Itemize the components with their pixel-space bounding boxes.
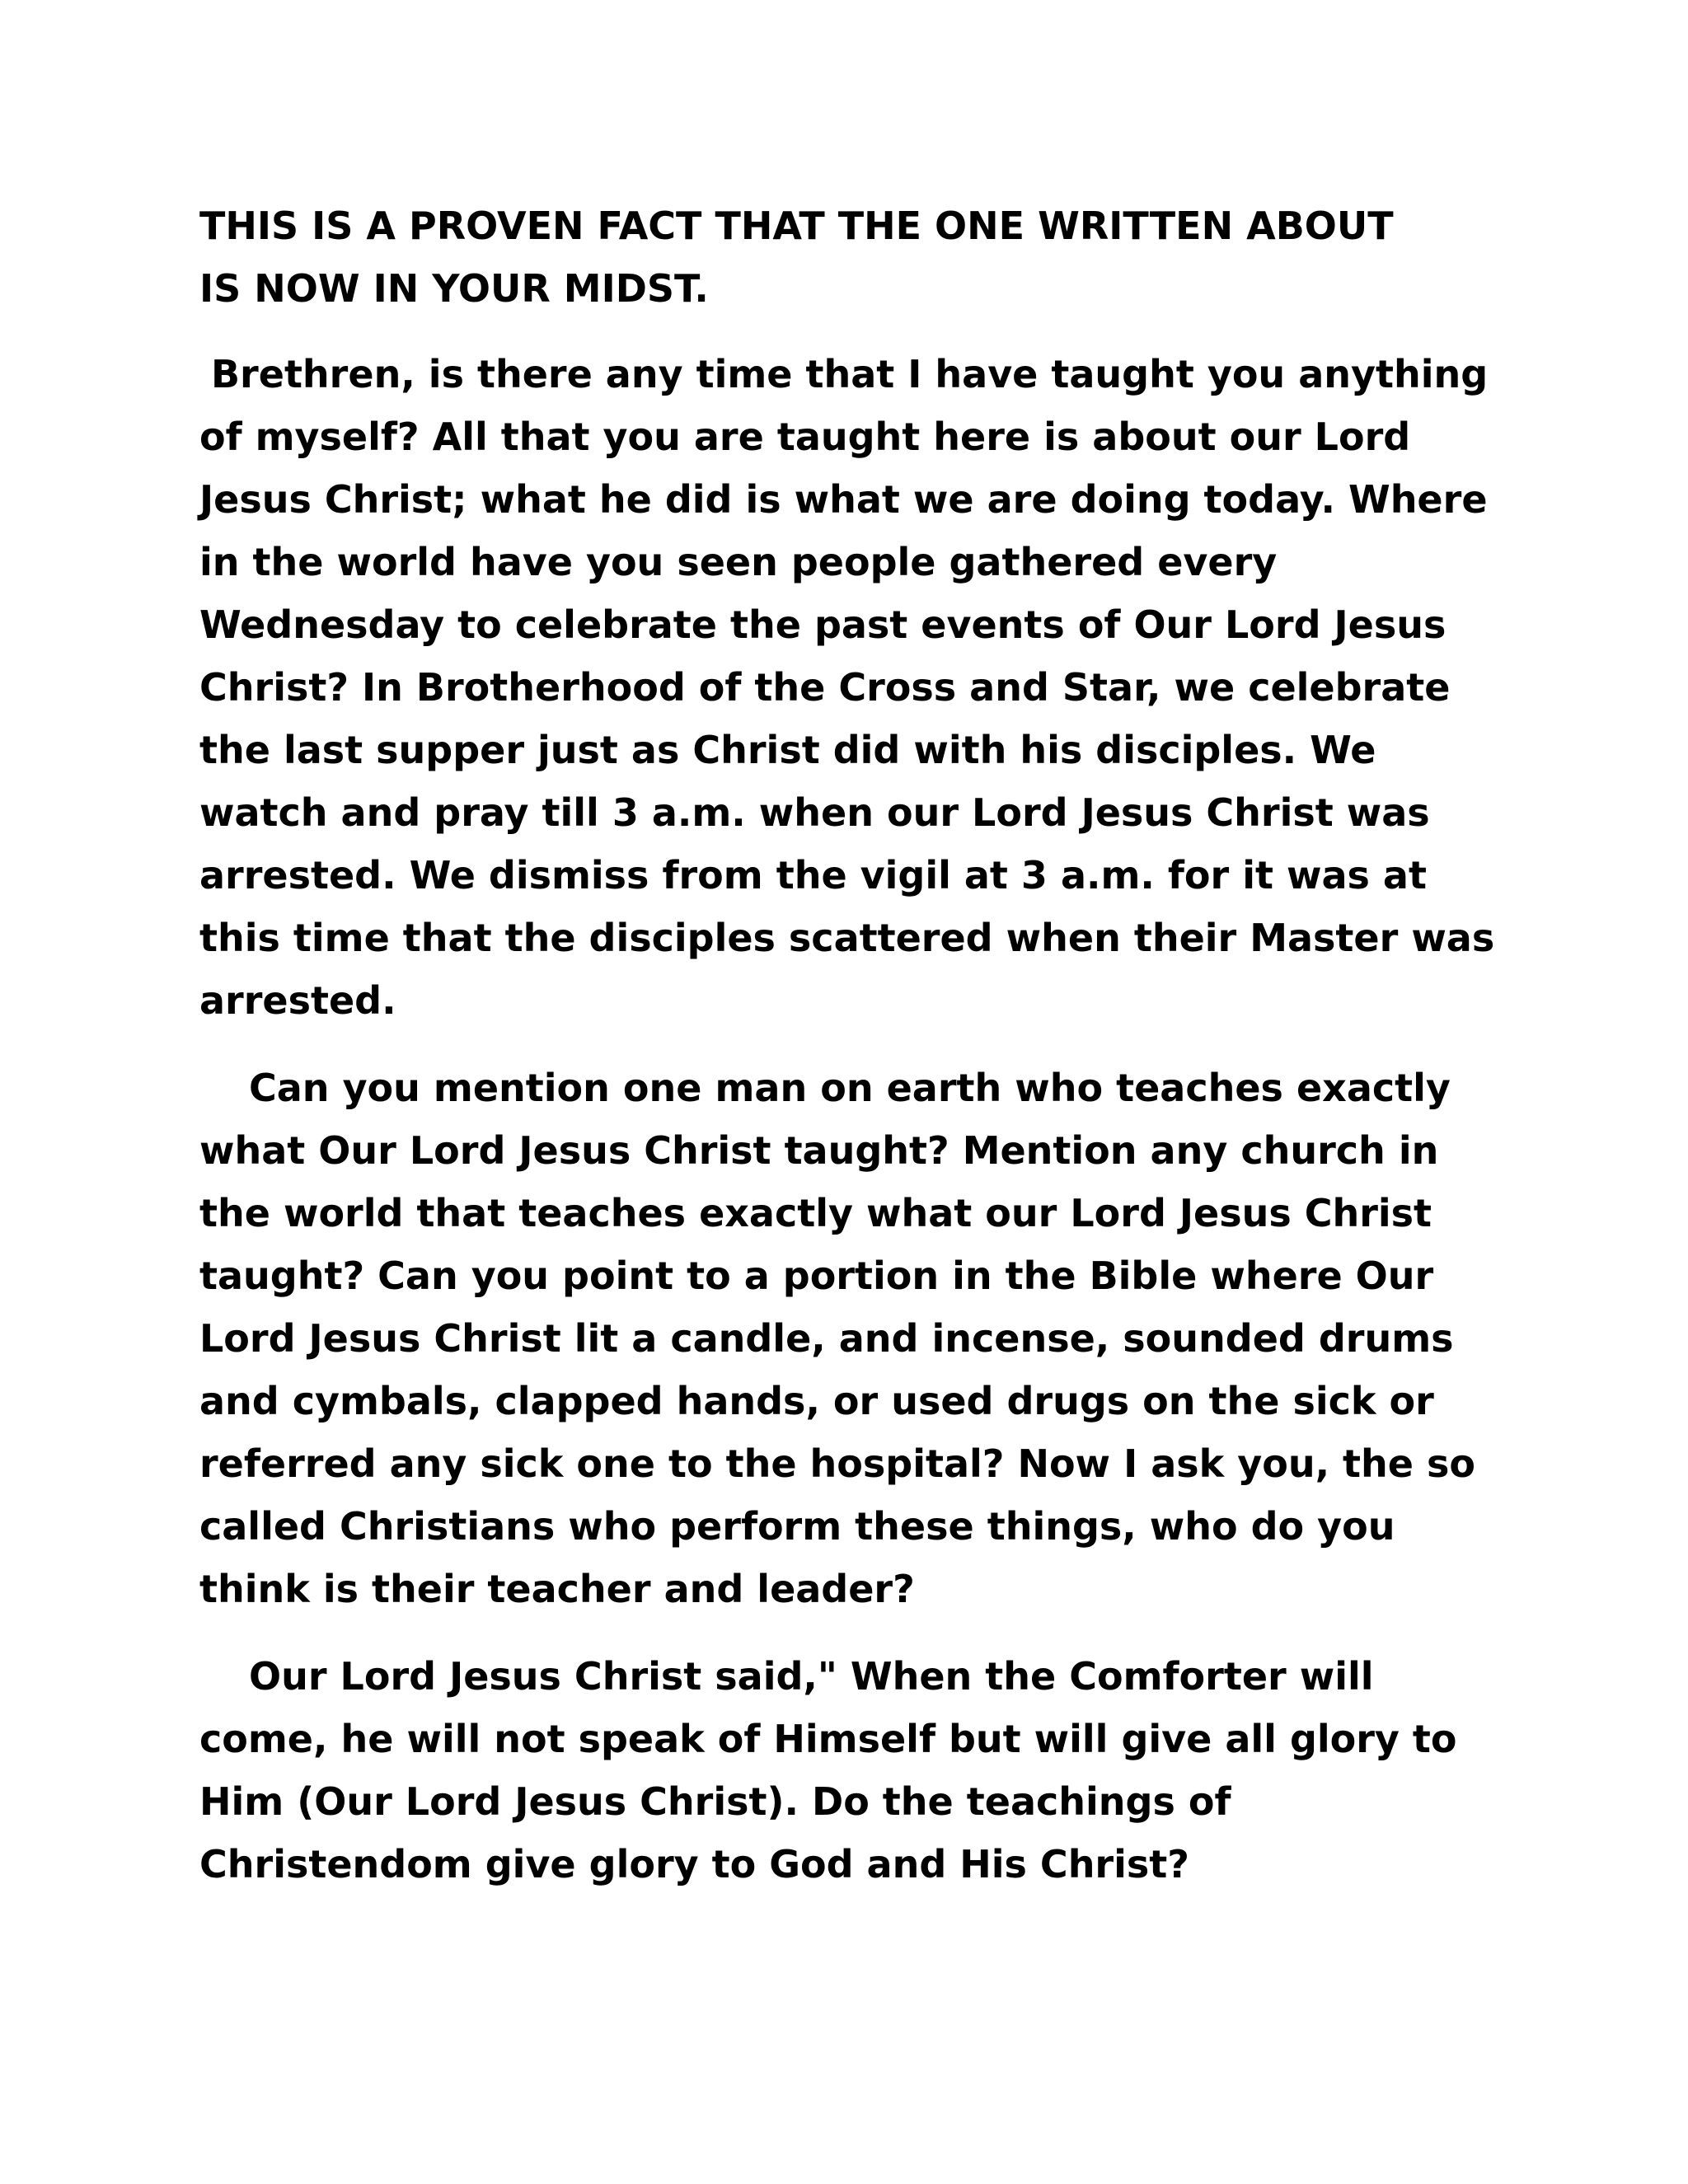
paragraph-line: referred any sick one to the hospital? Now I ask you, the so	[199, 1441, 1475, 1486]
paragraph-line: called Christians who perform these things, who do you	[199, 1504, 1395, 1549]
paragraph-line: the world that teaches exactly what our Lord Jesus Christ	[199, 1191, 1432, 1235]
paragraph-2	[199, 1057, 1502, 1620]
paragraph-line: Can you mention one man on earth who teaches exactly	[249, 1066, 1451, 1110]
document-body	[199, 194, 1502, 1920]
paragraph-line: this time that the disciples scattered when their Master was	[199, 916, 1495, 960]
paragraph-1	[199, 343, 1502, 1032]
paragraph-line: Wednesday to celebrate the past events of Our Lord Jesus	[199, 602, 1447, 647]
document-title	[199, 194, 1502, 320]
paragraph-line: think is their teacher and leader?	[199, 1567, 915, 1611]
paragraph-line: Lord Jesus Christ lit a candle, and incense, sounded drums	[199, 1316, 1454, 1361]
paragraph-line: the last supper just as Christ did with his disciples. We	[199, 728, 1376, 772]
paragraph-line: watch and pray till 3 a.m. when our Lord Jesus Christ was	[199, 790, 1430, 835]
paragraph-line: Christ? In Brotherhood of the Cross and Star, we celebrate	[199, 665, 1451, 710]
paragraph-3	[199, 1645, 1502, 1896]
paragraph-line: Our Lord Jesus Christ said," When the Comforter will	[249, 1654, 1374, 1699]
paragraph-line: and cymbals, clapped hands, or used drugs on the sick or	[199, 1379, 1434, 1423]
paragraph-line: taught? Can you point to a portion in the Bible where Our	[199, 1254, 1434, 1298]
paragraph-line: come, he will not speak of Himself but will give all glory to	[199, 1717, 1457, 1761]
paragraph-line: in the world have you seen people gathered every	[199, 540, 1278, 584]
paragraph-line: Jesus Christ; what he did is what we are doing today. Where	[199, 477, 1488, 522]
title-line: IS NOW IN YOUR MIDST.	[199, 266, 709, 311]
paragraph-line: what Our Lord Jesus Christ taught? Mention any church in	[199, 1128, 1439, 1173]
paragraph-line: Christendom give glory to God and His Christ?	[199, 1842, 1189, 1886]
paragraph-line: Brethren, is there any time that I have taught you anything	[211, 352, 1489, 396]
title-line: THIS IS A PROVEN FACT THAT THE ONE WRITTEN ABOUT	[199, 204, 1394, 248]
paragraph-line: arrested.	[199, 978, 396, 1023]
paragraph-line: arrested. We dismiss from the vigil at 3 a.m. for it was at	[199, 853, 1427, 898]
paragraph-line: Him (Our Lord Jesus Christ). Do the teachings of	[199, 1779, 1231, 1824]
paragraph-line: of myself? All that you are taught here is about our Lord	[199, 415, 1411, 459]
